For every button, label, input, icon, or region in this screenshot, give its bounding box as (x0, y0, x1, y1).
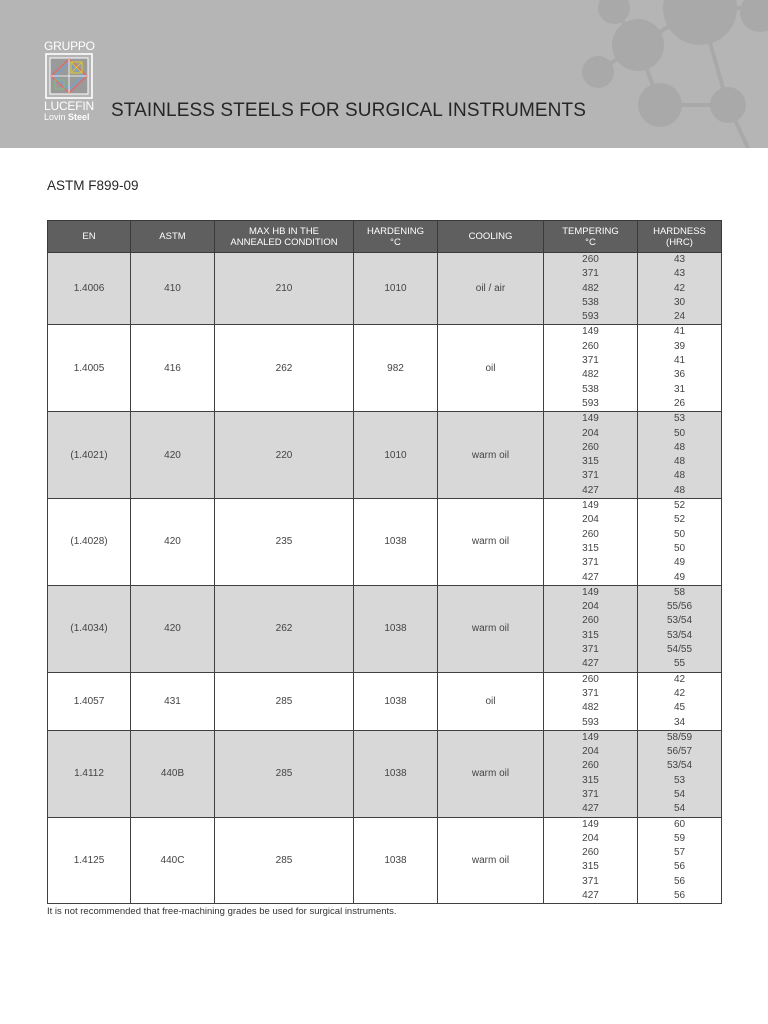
cell-en: 1.4112 (48, 730, 131, 817)
cell-hardness-list (638, 499, 722, 586)
hardness-value: 56 (673, 861, 686, 873)
logo-tagline (44, 112, 96, 123)
tempering-value: 260 (582, 847, 599, 859)
cell-en: 1.4006 (48, 253, 131, 325)
table-row (48, 672, 722, 730)
tempering-value: 149 (582, 586, 599, 598)
column-header-hardening: HARDENING °C (354, 221, 438, 253)
steel-grade-group (48, 253, 722, 325)
tempering-value: 260 (582, 615, 599, 627)
tempering-value: 260 (582, 673, 599, 685)
hardness-value: 41 (673, 326, 686, 338)
column-header-en: EN (48, 221, 131, 253)
cell-cooling: oil / air (438, 253, 544, 325)
tempering-value: 260 (582, 441, 599, 453)
hardness-value: 53/54 (666, 629, 693, 641)
tempering-value: 149 (582, 326, 599, 338)
tempering-value: 260 (582, 340, 599, 352)
table-row (48, 499, 722, 586)
hardness-value: 56/57 (666, 746, 693, 758)
tempering-value: 260 (582, 760, 599, 772)
hardness-value: 49 (673, 557, 686, 569)
cell-max-hb: 262 (215, 585, 354, 672)
tempering-value: 427 (582, 890, 599, 902)
hardness-value: 48 (673, 470, 686, 482)
cell-hardening: 1010 (354, 253, 438, 325)
hardness-value: 56 (673, 890, 686, 902)
cell-en: 1.4057 (48, 672, 131, 730)
cell-cooling: warm oil (438, 730, 544, 817)
column-header-astm: ASTM (131, 221, 215, 253)
hardness-value: 57 (673, 847, 686, 859)
steel-grade-group (48, 672, 722, 730)
hardness-value: 42 (673, 673, 686, 685)
tempering-value: 315 (582, 774, 599, 786)
hardness-value: 48 (673, 484, 686, 496)
tempering-value: 538 (582, 383, 599, 395)
cell-astm: 416 (131, 325, 215, 412)
hardness-value: 58/59 (666, 731, 693, 743)
tempering-value: 315 (582, 456, 599, 468)
cell-cooling: warm oil (438, 499, 544, 586)
cell-max-hb: 235 (215, 499, 354, 586)
hardness-value: 53 (673, 774, 686, 786)
cell-en: 1.4125 (48, 817, 131, 904)
steel-grade-group (48, 499, 722, 586)
hardness-value: 53/54 (666, 615, 693, 627)
steel-grade-group (48, 730, 722, 817)
tempering-value: 371 (582, 268, 599, 280)
hardness-value: 34 (673, 716, 686, 728)
tempering-value: 427 (582, 571, 599, 583)
steel-grade-group (48, 817, 722, 904)
hardness-value: 36 (673, 369, 686, 381)
cell-cooling: oil (438, 672, 544, 730)
cell-hardness-list (638, 585, 722, 672)
steel-grade-group (48, 412, 722, 499)
cell-cooling: oil (438, 325, 544, 412)
cell-en: (1.4021) (48, 412, 131, 499)
cell-cooling: warm oil (438, 412, 544, 499)
hardness-value: 54 (673, 803, 686, 815)
tempering-value: 482 (582, 282, 599, 294)
logo-text-top: GRUPPO (44, 39, 95, 53)
cell-tempering-list (544, 412, 638, 499)
cell-hardening: 1010 (354, 412, 438, 499)
hardness-value: 45 (673, 702, 686, 714)
tempering-value: 427 (582, 803, 599, 815)
hardness-value: 53/54 (666, 760, 693, 772)
cell-tempering-list (544, 325, 638, 412)
hardness-value: 49 (673, 571, 686, 583)
hardness-value: 50 (673, 427, 686, 439)
cell-max-hb: 262 (215, 325, 354, 412)
tempering-value: 204 (582, 514, 599, 526)
table-row (48, 253, 722, 325)
cell-hardness-list (638, 672, 722, 730)
cell-en: 1.4005 (48, 325, 131, 412)
hardness-value: 41 (673, 355, 686, 367)
hardness-value: 55/56 (666, 601, 693, 613)
hardness-value: 24 (673, 311, 686, 323)
cell-tempering-list (544, 585, 638, 672)
cell-astm: 420 (131, 499, 215, 586)
cell-hardness-list (638, 412, 722, 499)
tempering-value: 149 (582, 731, 599, 743)
hardness-value: 26 (673, 397, 686, 409)
cell-hardness-list (638, 325, 722, 412)
hardness-value: 39 (673, 340, 686, 352)
logo-tagline-bold: Steel (68, 112, 90, 122)
hardness-value: 53 (673, 413, 686, 425)
cell-astm: 420 (131, 412, 215, 499)
cell-cooling: warm oil (438, 817, 544, 904)
table-header-row (48, 221, 722, 253)
tempering-value: 149 (582, 413, 599, 425)
tempering-value: 371 (582, 788, 599, 800)
tempering-value: 371 (582, 644, 599, 656)
page-title: STAINLESS STEELS FOR SURGICAL INSTRUMENTS (111, 100, 586, 121)
cell-astm: 420 (131, 585, 215, 672)
tempering-value: 315 (582, 542, 599, 554)
hardness-value: 52 (673, 500, 686, 512)
cell-max-hb: 285 (215, 817, 354, 904)
tempering-value: 204 (582, 832, 599, 844)
steel-grade-group (48, 585, 722, 672)
hardness-value: 30 (673, 296, 686, 308)
standard-subtitle: ASTM F899-09 (47, 178, 139, 193)
hardness-value: 48 (673, 456, 686, 468)
cell-hardening: 1038 (354, 585, 438, 672)
tempering-value: 427 (582, 484, 599, 496)
tempering-value: 371 (582, 875, 599, 887)
tempering-value: 538 (582, 296, 599, 308)
hardness-value: 43 (673, 254, 686, 265)
tempering-value: 427 (582, 658, 599, 670)
tempering-value: 482 (582, 369, 599, 381)
cell-hardness-list (638, 253, 722, 325)
tempering-value: 204 (582, 601, 599, 613)
gruppo-lucefin-logo (44, 40, 96, 123)
cell-max-hb: 220 (215, 412, 354, 499)
column-header-hardness: HARDNESS (HRC) (638, 221, 722, 253)
hardness-value: 50 (673, 528, 686, 540)
molecule-decoration (0, 0, 768, 148)
tempering-value: 149 (582, 818, 599, 830)
cell-astm: 440C (131, 817, 215, 904)
cell-tempering-list (544, 817, 638, 904)
cell-tempering-list (544, 253, 638, 325)
column-header-cooling: COOLING (438, 221, 544, 253)
header-banner (0, 0, 768, 148)
hardness-value: 56 (673, 875, 686, 887)
logo-emblem-icon (45, 53, 93, 99)
column-header-tempering: TEMPERING °C (544, 221, 638, 253)
cell-en: (1.4034) (48, 585, 131, 672)
cell-hardening: 1038 (354, 817, 438, 904)
tempering-value: 204 (582, 427, 599, 439)
hardness-value: 31 (673, 383, 686, 395)
cell-astm: 431 (131, 672, 215, 730)
tempering-value: 260 (582, 254, 599, 265)
tempering-value: 371 (582, 355, 599, 367)
cell-max-hb: 285 (215, 672, 354, 730)
tempering-value: 482 (582, 702, 599, 714)
table-row (48, 730, 722, 817)
cell-astm: 440B (131, 730, 215, 817)
hardness-value: 55 (673, 658, 686, 670)
tempering-value: 149 (582, 500, 599, 512)
cell-hardening: 1038 (354, 672, 438, 730)
tempering-value: 204 (582, 746, 599, 758)
cell-tempering-list (544, 730, 638, 817)
hardness-value: 58 (673, 586, 686, 598)
column-header-max-hb: MAX HB IN THE ANNEALED CONDITION (215, 221, 354, 253)
hardness-value: 42 (673, 282, 686, 294)
cell-astm: 410 (131, 253, 215, 325)
cell-max-hb: 285 (215, 730, 354, 817)
hardness-value: 43 (673, 268, 686, 280)
hardness-value: 42 (673, 687, 686, 699)
hardness-value: 54 (673, 788, 686, 800)
cell-cooling: warm oil (438, 585, 544, 672)
hardness-value: 50 (673, 542, 686, 554)
hardness-value: 52 (673, 514, 686, 526)
table-row (48, 585, 722, 672)
tempering-value: 371 (582, 470, 599, 482)
tempering-value: 593 (582, 311, 599, 323)
cell-hardening: 1038 (354, 730, 438, 817)
tempering-value: 315 (582, 861, 599, 873)
tempering-value: 371 (582, 557, 599, 569)
cell-hardening: 1038 (354, 499, 438, 586)
tempering-value: 260 (582, 528, 599, 540)
tempering-value: 371 (582, 687, 599, 699)
table-row (48, 817, 722, 904)
logo-text-bottom: LUCEFIN (44, 99, 94, 113)
hardness-value: 60 (673, 818, 686, 830)
cell-hardness-list (638, 730, 722, 817)
footnote: It is not recommended that free-machining grades be used for surgical instruments. (47, 906, 397, 917)
hardness-value: 48 (673, 441, 686, 453)
cell-en: (1.4028) (48, 499, 131, 586)
table-row (48, 412, 722, 499)
cell-tempering-list (544, 672, 638, 730)
tempering-value: 315 (582, 629, 599, 641)
cell-hardness-list (638, 817, 722, 904)
cell-hardening: 982 (354, 325, 438, 412)
tempering-value: 593 (582, 397, 599, 409)
hardness-value: 59 (673, 832, 686, 844)
steel-grade-group (48, 325, 722, 412)
steel-properties-table (47, 220, 722, 904)
cell-tempering-list (544, 499, 638, 586)
cell-max-hb: 210 (215, 253, 354, 325)
logo-tagline-light: Lovin (44, 112, 66, 122)
hardness-value: 54/55 (666, 644, 693, 656)
table-row (48, 325, 722, 412)
tempering-value: 593 (582, 716, 599, 728)
